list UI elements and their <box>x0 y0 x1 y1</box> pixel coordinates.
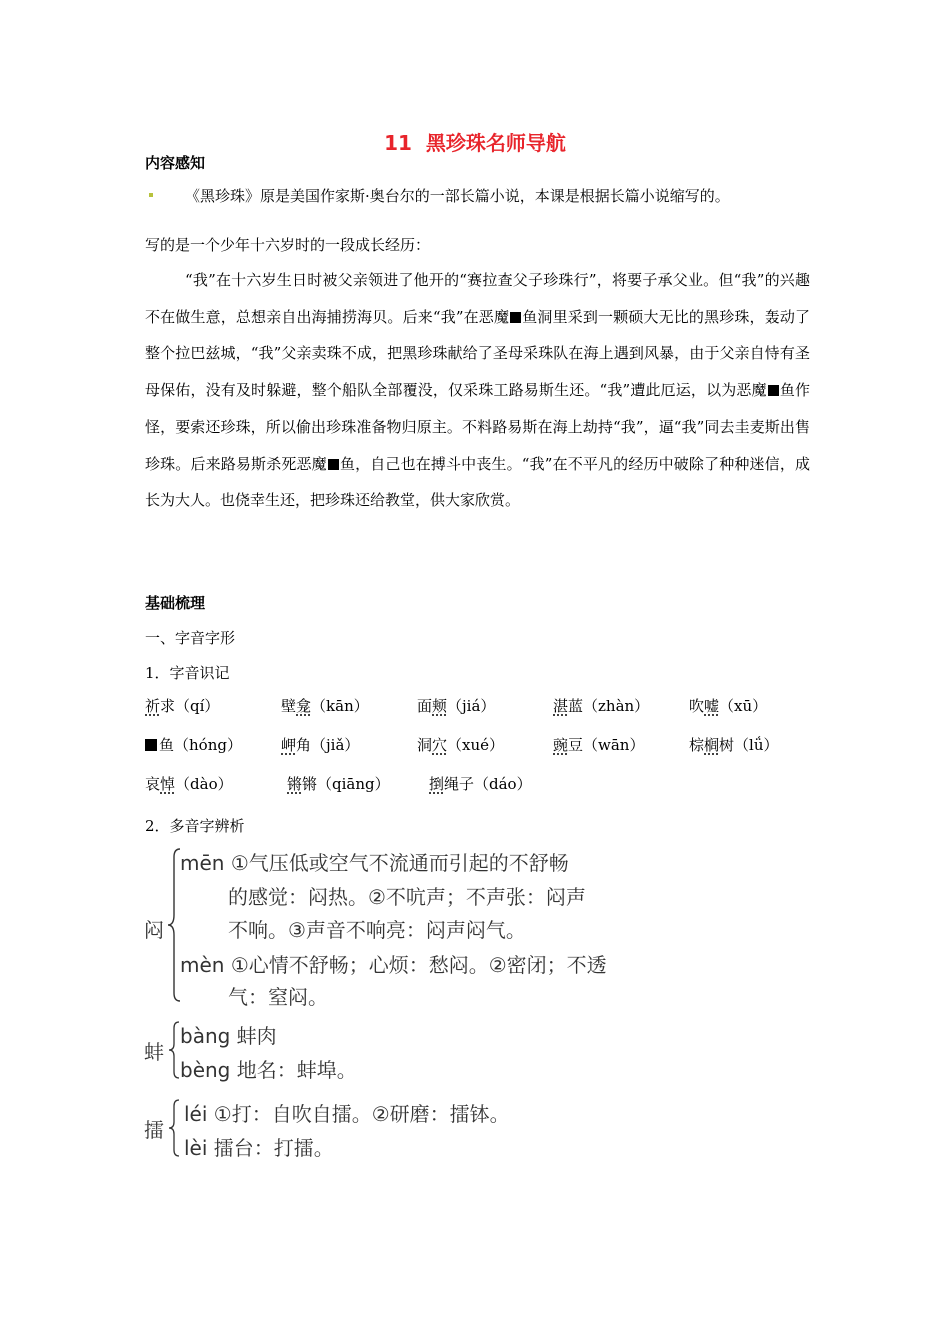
summary-text-1: “我”在十六岁生日时被父亲领进了他开的“赛拉查父子珍珠行”，将要子承父业。 <box>185 271 719 289</box>
polyphone-line: 气：窒闷。 <box>228 985 328 1009</box>
missing-glyph <box>328 459 339 470</box>
polyphone-line: léi ①打：自吹自擂。②研磨：擂钵。 <box>184 1102 510 1126</box>
summary-text-4: 鱼作怪，要索还珍珠，所以偷出珍珠准备物归原主。不料路易斯在海上劫持“我”，逼“我”同去圭麦斯出售珍珠。后来路易斯杀死恶魔 <box>145 381 810 473</box>
subheading-pronunciation-memory: 1．字音识记 <box>145 664 230 682</box>
vocab-item: 鱼（hóng） <box>145 734 281 755</box>
vocab-item: 湛蓝（zhàn） <box>553 697 650 715</box>
section-heading-content: 内容感知 <box>145 154 206 172</box>
vocab-item: 岬角（jiǎ） <box>281 736 360 754</box>
polyphone-line: bàng 蚌肉 <box>180 1024 277 1048</box>
polyphone-line: mèn ①心情不舒畅；心烦：愁闷。②密闭；不透 <box>180 953 607 977</box>
vocab-item: 壁龛（kān） <box>281 697 369 715</box>
summary-text-5: 鱼，自己也在搏斗中丧生。“我”在不平凡的经历中破除了种种迷信，成长为大人。也侥幸生还，把珍珠还给教堂，供大家欣赏。 <box>145 454 810 510</box>
vocab-item: 捯绳子（dáo） <box>429 775 532 793</box>
vocab-row <box>145 686 825 725</box>
brace-icon <box>168 1020 180 1080</box>
lesson-title: 黑珍珠名师导航 <box>425 131 566 155</box>
vocab-item: 吹嘘（xū） <box>689 697 768 715</box>
polyphone-char: 闷 <box>144 918 164 942</box>
polyphone-line: mēn ①气压低或空气不流通而引起的不舒畅 <box>180 851 569 875</box>
polyphone-line: lèi 擂台：打擂。 <box>184 1136 334 1160</box>
missing-glyph <box>768 385 779 396</box>
subheading-polyphones: 2．多音字辨析 <box>145 817 245 835</box>
polyphone-char: 蚌 <box>144 1040 164 1064</box>
page-title <box>0 127 950 156</box>
summary-text-2: 但“我”的兴趣不在做生意，总想亲自出海捕捞海贝。后来“我”在恶魔 <box>145 271 810 326</box>
vocab-item: 锵锵（qiāng） <box>287 775 390 793</box>
missing-glyph <box>145 739 157 751</box>
subheading-pronunciation: 一、字音字形 <box>145 629 236 647</box>
polyphone-line: 的感觉：闷热。②不吭声；不声张：闷声 <box>228 885 586 909</box>
vocab-item: 面颊（jiá） <box>417 697 496 715</box>
intro-line-2: 写的是一个少年十六岁时的一段成长经历： <box>145 235 431 254</box>
polyphone-line: bèng 地名：蚌埠。 <box>180 1058 357 1082</box>
vocab-row <box>145 725 825 764</box>
vocab-item: 洞穴（xué） <box>417 736 505 754</box>
polyphone-lei <box>140 1094 540 1164</box>
vocab-item: 豌豆（wān） <box>553 736 645 754</box>
vocab-row <box>145 764 825 803</box>
section-heading-basics: 基础梳理 <box>145 594 206 612</box>
brace-icon <box>168 1098 180 1158</box>
polyphone-line: 不响。③声音不响亮：闷声闷气。 <box>228 918 526 942</box>
vocab-item: 哀悼（dào） <box>145 775 233 793</box>
missing-glyph <box>510 312 521 323</box>
lesson-number: 11 <box>384 131 412 155</box>
polyphone-char: 擂 <box>144 1118 164 1142</box>
polyphone-men <box>140 843 640 1008</box>
vocab-item: 棕榈树（lǘ） <box>689 736 779 754</box>
paragraph-summary <box>145 262 810 519</box>
summary-text-3: 鱼洞里采到一颗硕大无比的黑珍珠，轰动了整个拉巴兹城，“我”父亲卖珠不成，把黑珍珠献给了圣母采珠队在海上遇到风暴，由于父亲自恃有圣母保佑，没有及时躲避，整个船队全部覆没，仅采珠工路易斯生还。“我”遭此厄运，以为恶魔 <box>145 307 810 400</box>
vocab-grid <box>145 686 825 803</box>
polyphone-bang <box>140 1016 440 1086</box>
intro-line-1: 《黑珍珠》原是美国作家斯·奥台尔的一部长篇小说，本课是根据长篇小说缩写的。 <box>185 187 730 205</box>
paragraph-intro <box>145 178 810 263</box>
vocab-item: 祈求（qí） <box>145 697 220 715</box>
